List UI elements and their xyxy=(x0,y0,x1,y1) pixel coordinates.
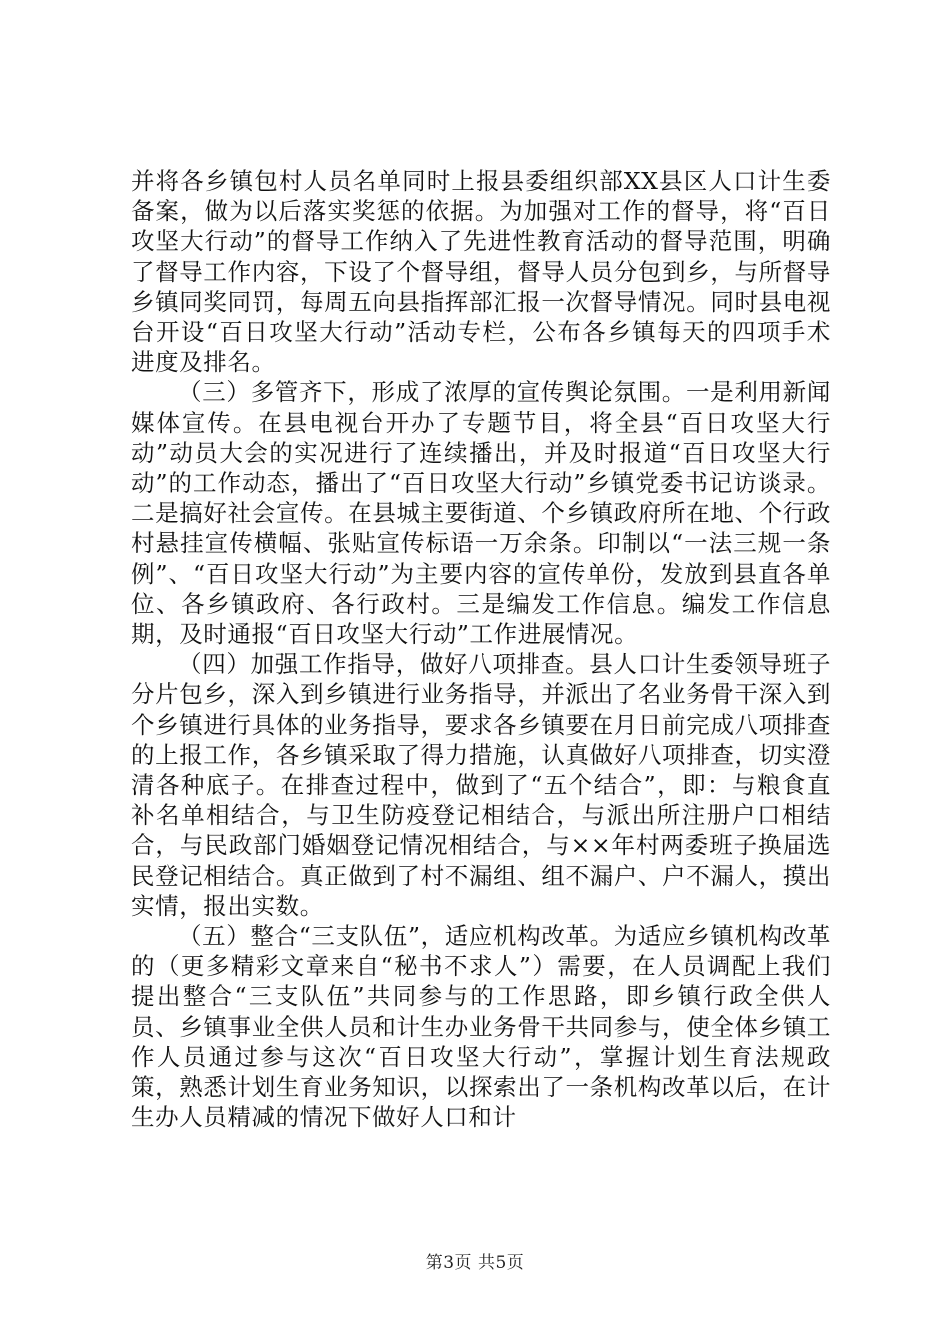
paragraph-4: （五）整合“三支队伍”，适应机构改革。为适应乡镇机构改革的（更多精彩文章来自“秘书不求人”）需要，在人员调配上我们提出整合“三支队伍”共同参与的工作思路，即乡镇行政全供人员、乡镇事业全供人员和计生办业务骨干共同参与，使全体乡镇工作人员通过参与这次“百日攻坚大行动”，掌握计划生育法规政策，熟悉计划生育业务知识，以探索出了一条机构改革以后，在计生办人员精减的情况下做好人口和计 xyxy=(131,922,831,1132)
paragraph-2: （三）多管齐下，形成了浓厚的宣传舆论氛围。一是利用新闻媒体宣传。在县电视台开办了专题节目，将全县“百日攻坚大行动”动员大会的实况进行了连续播出，并及时报道“百日攻坚大行动”的工作动态，播出了“百日攻坚大行动”乡镇党委书记访谈录。二是搞好社会宣传。在县城主要街道、个乡镇政府所在地、个行政村悬挂宣传横幅、张贴宣传标语一万余条。印制以“一法三规一条例”、“百日攻坚大行动”为主要内容的宣传单份，发放到县直各单位、各乡镇政府、各行政村。三是编发工作信息。编发工作信息期，及时通报“百日攻坚大行动”工作进展情况。 xyxy=(131,378,831,649)
paragraph-1: 并将各乡镇包村人员名单同时上报县委组织部XX县区人口计生委备案，做为以后落实奖惩的依据。为加强对工作的督导，将“百日攻坚大行动”的督导工作纳入了先进性教育活动的督导范围，明确了督导工作内容，下设了个督导组，督导人员分包到乡，与所督导乡镇同奖同罚，每周五向县指挥部汇报一次督导情况。同时县电视台开设“百日攻坚大行动”活动专栏，公布各乡镇每天的四项手术进度及排名。 xyxy=(131,167,831,377)
document-body xyxy=(131,166,831,1133)
paragraph-3: （四）加强工作指导，做好八项排查。县人口计生委领导班子分片包乡，深入到乡镇进行业务指导，并派出了名业务骨干深入到个乡镇进行具体的业务指导，要求各乡镇要在月日前完成八项排查的上报工作，各乡镇采取了得力措施，认真做好八项排查，切实澄清各种底子。在排查过程中，做到了“五个结合”，即：与粮食直补名单相结合，与卫生防疫登记相结合，与派出所注册户口相结合，与民政部门婚姻登记情况相结合，与××年村两委班子换届选民登记相结合。真正做到了村不漏组、组不漏户、户不漏人，摸出实情，报出实数。 xyxy=(131,650,831,920)
page-footer: 第3页 共5页 xyxy=(425,1253,525,1273)
